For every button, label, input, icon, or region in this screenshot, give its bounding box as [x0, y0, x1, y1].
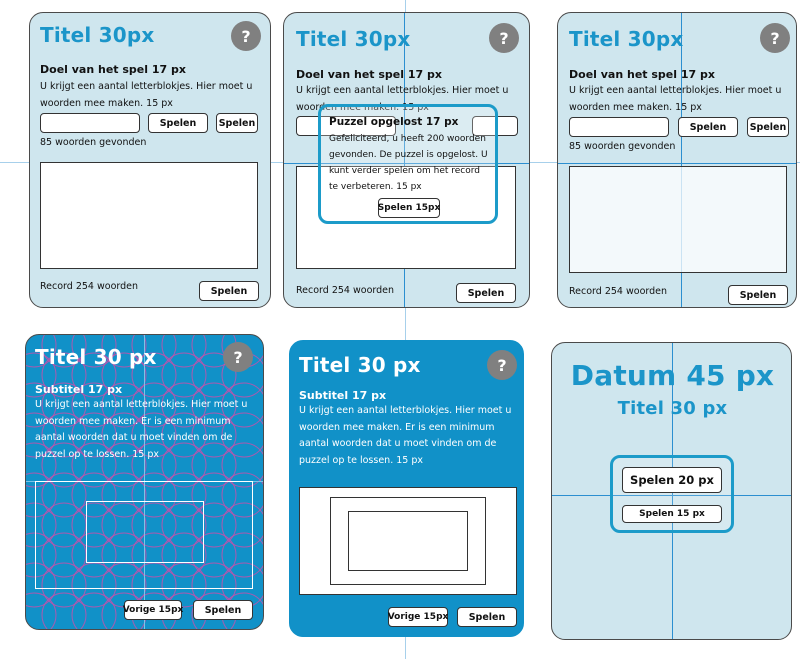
game-area[interactable] — [569, 166, 787, 273]
panel-date-splash — [551, 342, 792, 640]
play-button-small[interactable]: Spelen — [747, 117, 789, 137]
section-heading: Subtitel 17 px — [35, 383, 123, 396]
record-text: Record 254 woorden — [40, 281, 139, 292]
panel-puzzle-solved — [283, 12, 530, 308]
date-heading: Datum 45 px — [570, 359, 775, 392]
play-button-small[interactable]: Spelen — [216, 113, 258, 133]
panel-subtitle-circles — [25, 334, 264, 630]
section-heading: Doel van het spel 17 px — [40, 63, 186, 76]
record-text: Record 254 woorden — [296, 285, 395, 296]
instructions-text: U krijgt een aantal letterblokjes. Hier moet u woorden mee maken. Er is een minimum aantal woorden dat u moet vinden om de puzzel op te lossen. 15 px — [35, 399, 248, 460]
previous-button[interactable]: Vorige 15px — [124, 600, 182, 620]
help-icon[interactable]: ? — [487, 350, 517, 380]
game-area-inner — [86, 501, 204, 563]
section-heading: Subtitel 17 px — [299, 389, 387, 402]
previous-button[interactable]: Vorige 15px — [388, 607, 448, 627]
game-area[interactable] — [40, 162, 258, 269]
page-title: Titel 30 px — [35, 345, 157, 369]
words-found-count: 85 woorden gevonden — [569, 141, 676, 152]
help-icon[interactable]: ? — [760, 23, 790, 53]
pattern-circle — [162, 353, 206, 397]
play-button-bottom[interactable]: Spelen — [193, 600, 253, 620]
section-heading: Doel van het spel 17 px — [296, 68, 442, 81]
help-icon[interactable]: ? — [231, 21, 261, 51]
play-button-small[interactable]: Spelen 15 px — [622, 505, 722, 523]
puzzle-solved-dialog — [318, 104, 498, 224]
game-area-inner — [348, 511, 468, 571]
dialog-message: Gefeliciteerd, u heeft 200 woorden gevonden. De puzzel is opgelost. U kunt verder spelen om het record te verbeteren. 15 px — [329, 134, 488, 192]
instructions-text: U krijgt een aantal letterblokjes. Hier moet u woorden mee maken. 15 px — [569, 85, 782, 113]
instructions-text: U krijgt een aantal letterblokjes. Hier moet u woorden mee maken. 15 px — [40, 81, 253, 109]
dialog-play-button[interactable]: Spelen 15px — [378, 198, 440, 218]
page-title: Titel 30px — [569, 27, 684, 51]
word-input[interactable] — [40, 113, 140, 133]
words-found-count: 85 woorden gevonden — [40, 137, 147, 148]
play-button-bottom[interactable]: Spelen — [199, 281, 259, 301]
play-button-bottom[interactable]: Spelen — [457, 607, 517, 627]
page-title: Titel 30 px — [299, 353, 421, 377]
section-heading: Doel van het spel 17 px — [569, 68, 715, 81]
pattern-circle — [162, 335, 206, 367]
record-text: Record 254 woorden — [569, 286, 668, 297]
play-button[interactable]: Spelen — [678, 117, 738, 137]
play-button-bottom[interactable]: Spelen — [728, 285, 788, 305]
help-icon[interactable]: ? — [489, 23, 519, 53]
center-guide-horizontal — [558, 163, 796, 164]
dialog-title: Puzzel opgelost 17 px — [329, 116, 459, 128]
play-buttons-group — [610, 455, 734, 533]
panel-subtitle-blue — [289, 340, 524, 637]
play-button-bottom[interactable]: Spelen — [456, 283, 516, 303]
instructions-text: U krijgt een aantal letterblokjes. Hier moet u woorden mee maken. 15 px — [296, 85, 509, 113]
help-icon[interactable]: ? — [223, 342, 253, 372]
play-button[interactable]: Spelen — [148, 113, 208, 133]
page-title: Titel 30px — [296, 27, 411, 51]
page-title: Titel 30 px — [617, 398, 728, 419]
play-button-large[interactable]: Spelen 20 px — [622, 467, 722, 493]
page-title: Titel 30px — [40, 23, 155, 47]
panel-start-screen — [29, 12, 271, 308]
panel-start-screen-grid — [557, 12, 797, 308]
instructions-text: U krijgt een aantal letterblokjes. Hier moet u woorden mee maken. Er is een minimum aantal woorden dat u moet vinden om de puzzel op te lossen. 15 px — [299, 405, 512, 466]
word-input[interactable] — [569, 117, 669, 137]
